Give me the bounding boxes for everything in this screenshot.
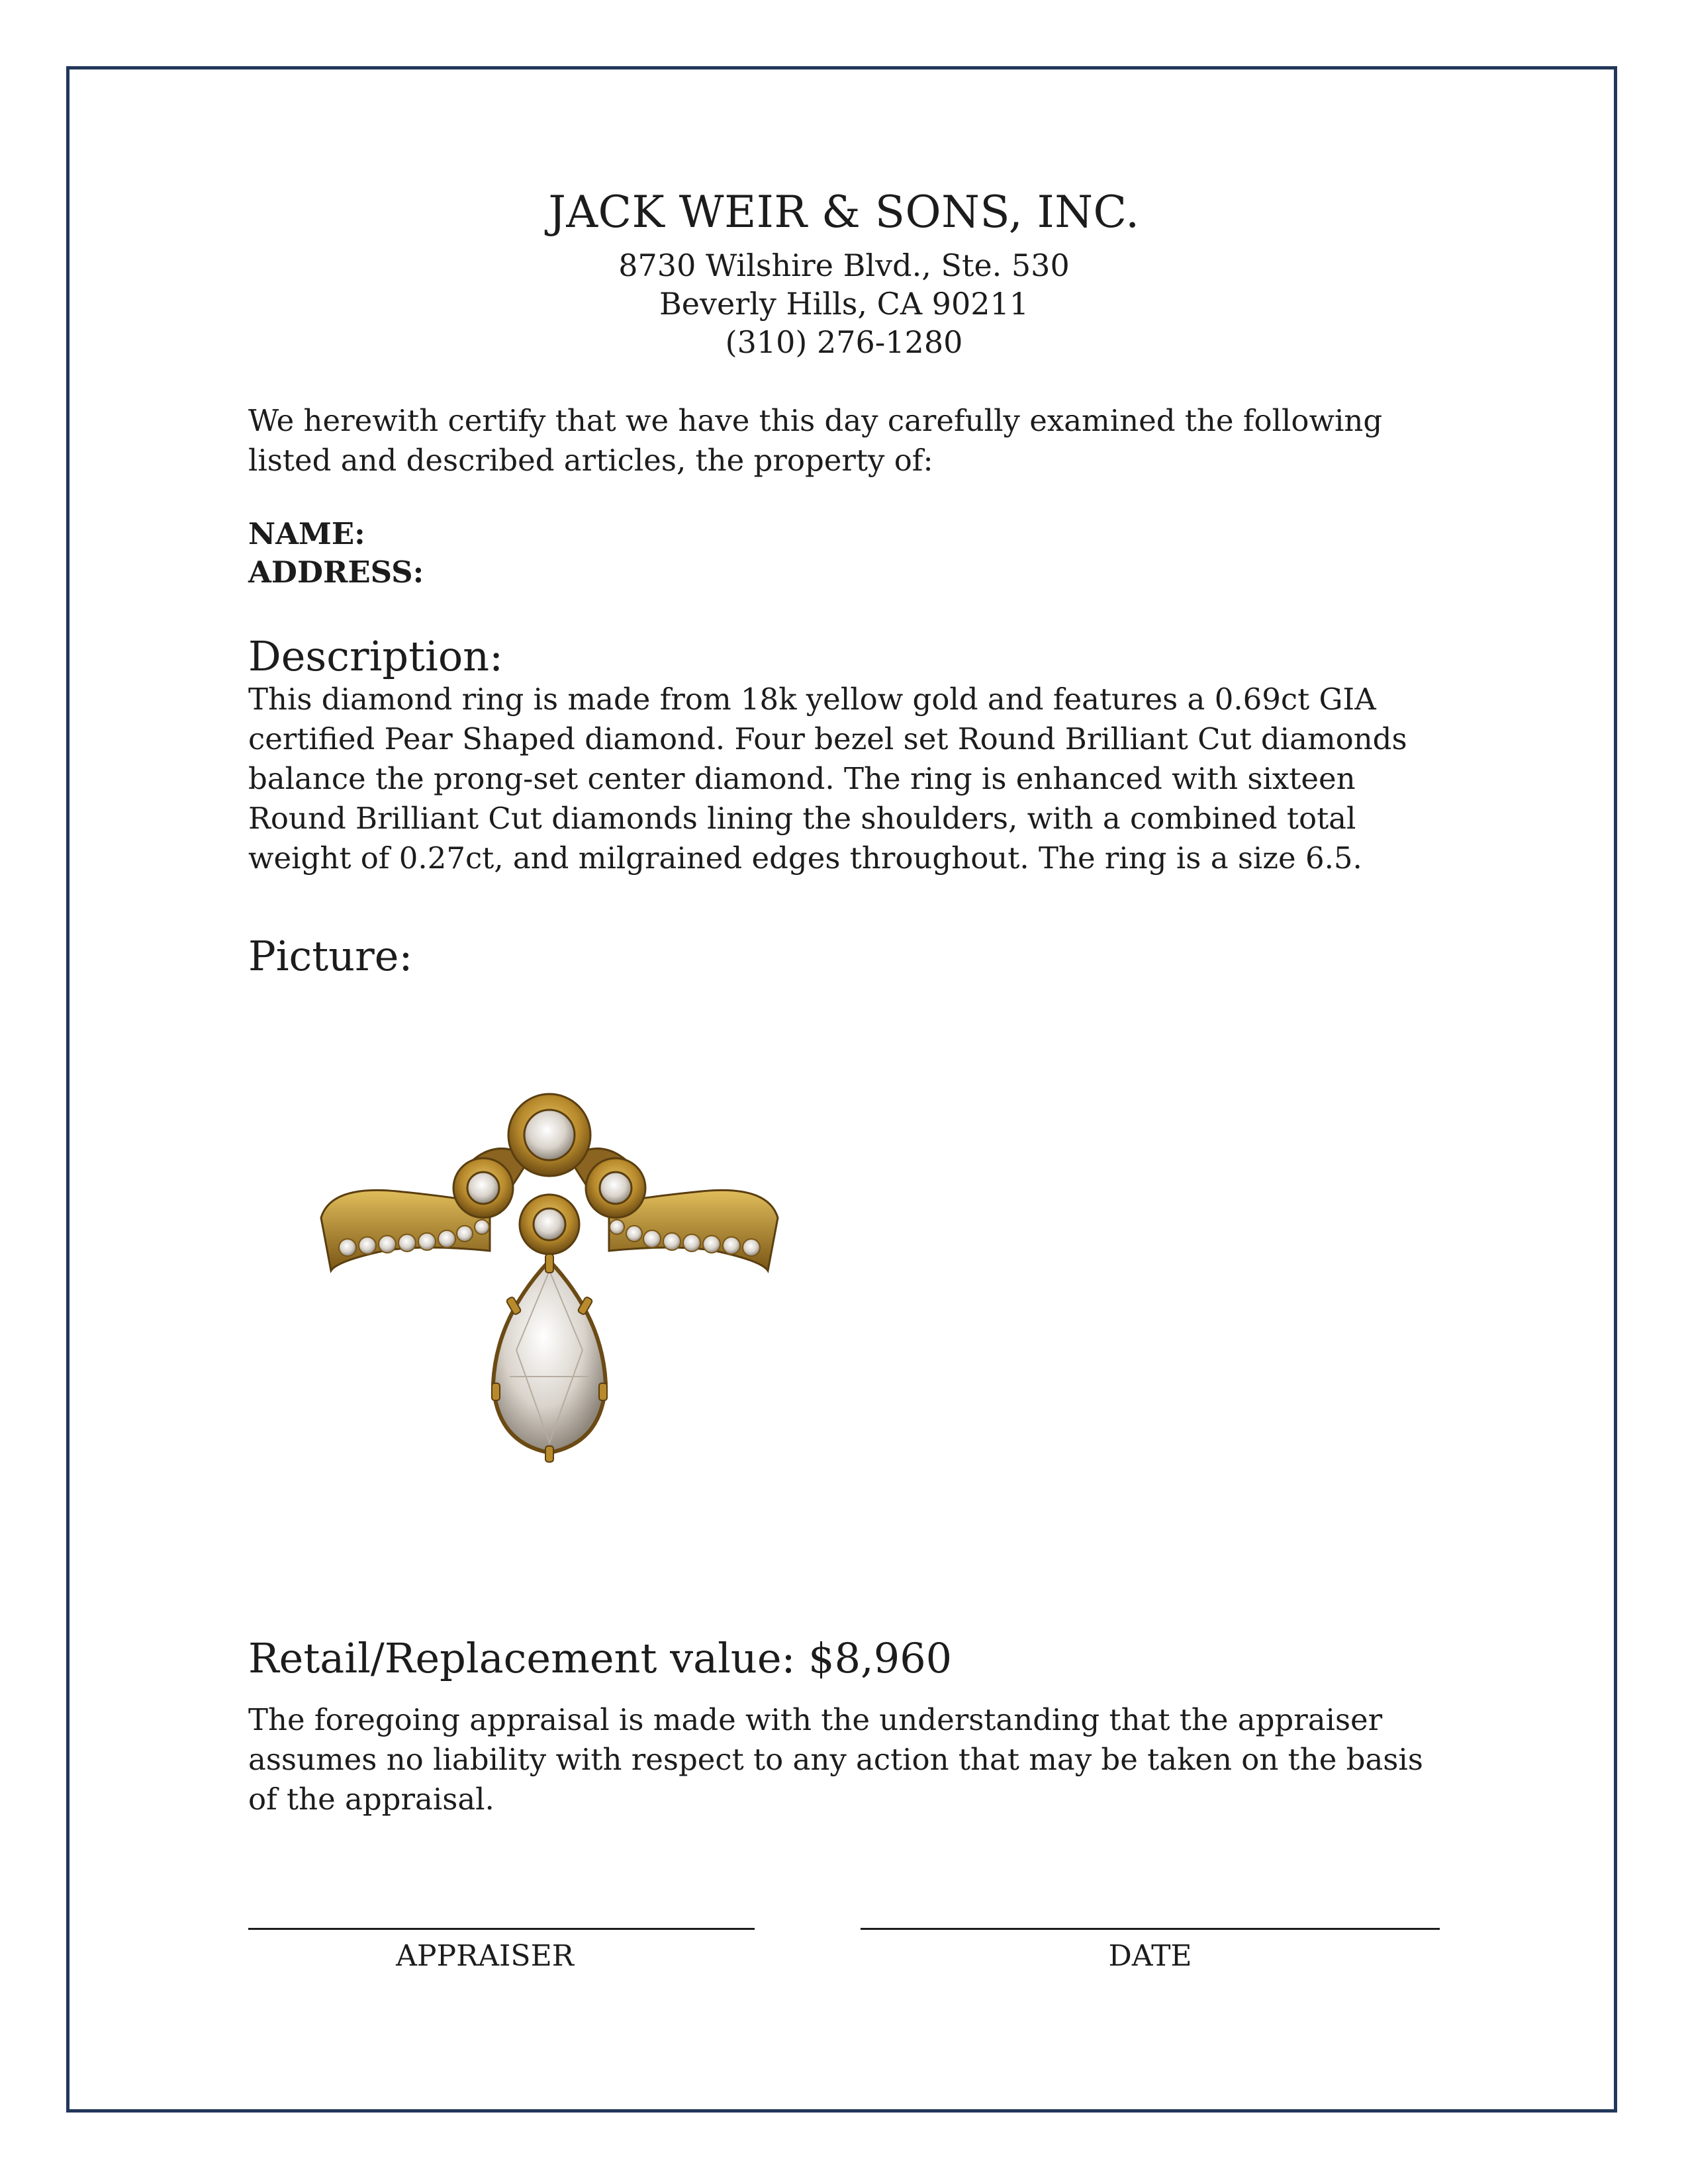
picture-heading: Picture:	[248, 932, 413, 980]
appraiser-signature-line	[248, 1928, 755, 1930]
name-label: NAME:	[248, 516, 365, 551]
description-text: This diamond ring is made from 18k yellow gold and features a 0.69ct GIA certified Pear Shaped diamond. Four bezel set Round Brilliant Cut diamonds balance the prong-set center diamond. The ring is enhanced with sixteen Round Brilliant Cut diamonds lining the shoulders, with a combined total weight of 0.27ct, and milgrained edges throughout. The ring is a size 6.5.	[248, 682, 1407, 876]
ring-photo	[291, 1072, 808, 1522]
retail-replacement-value: Retail/Replacement value: $8,960	[248, 1634, 953, 1682]
appraiser-label: APPRAISER	[396, 1939, 574, 1973]
disclaimer-text: The foregoing appraisal is made with the understanding that the appraiser assumes no liability with respect to any action that may be taken on the basis of the appraisal.	[248, 1702, 1423, 1817]
date-signature-line	[861, 1928, 1440, 1930]
date-label: DATE	[1108, 1939, 1192, 1973]
company-address-line1: 8730 Wilshire Blvd., Ste. 530	[618, 248, 1070, 283]
description-heading: Description:	[248, 632, 503, 680]
company-address-line2: Beverly Hills, CA 90211	[659, 286, 1029, 322]
address-label: ADDRESS:	[248, 555, 424, 590]
company-name: JACK WEIR & SONS, INC.	[548, 187, 1140, 238]
certification-intro: We herewith certify that we have this day carefully examined the following listed and described articles, the property of:	[248, 403, 1383, 478]
company-phone: (310) 276-1280	[725, 324, 963, 360]
